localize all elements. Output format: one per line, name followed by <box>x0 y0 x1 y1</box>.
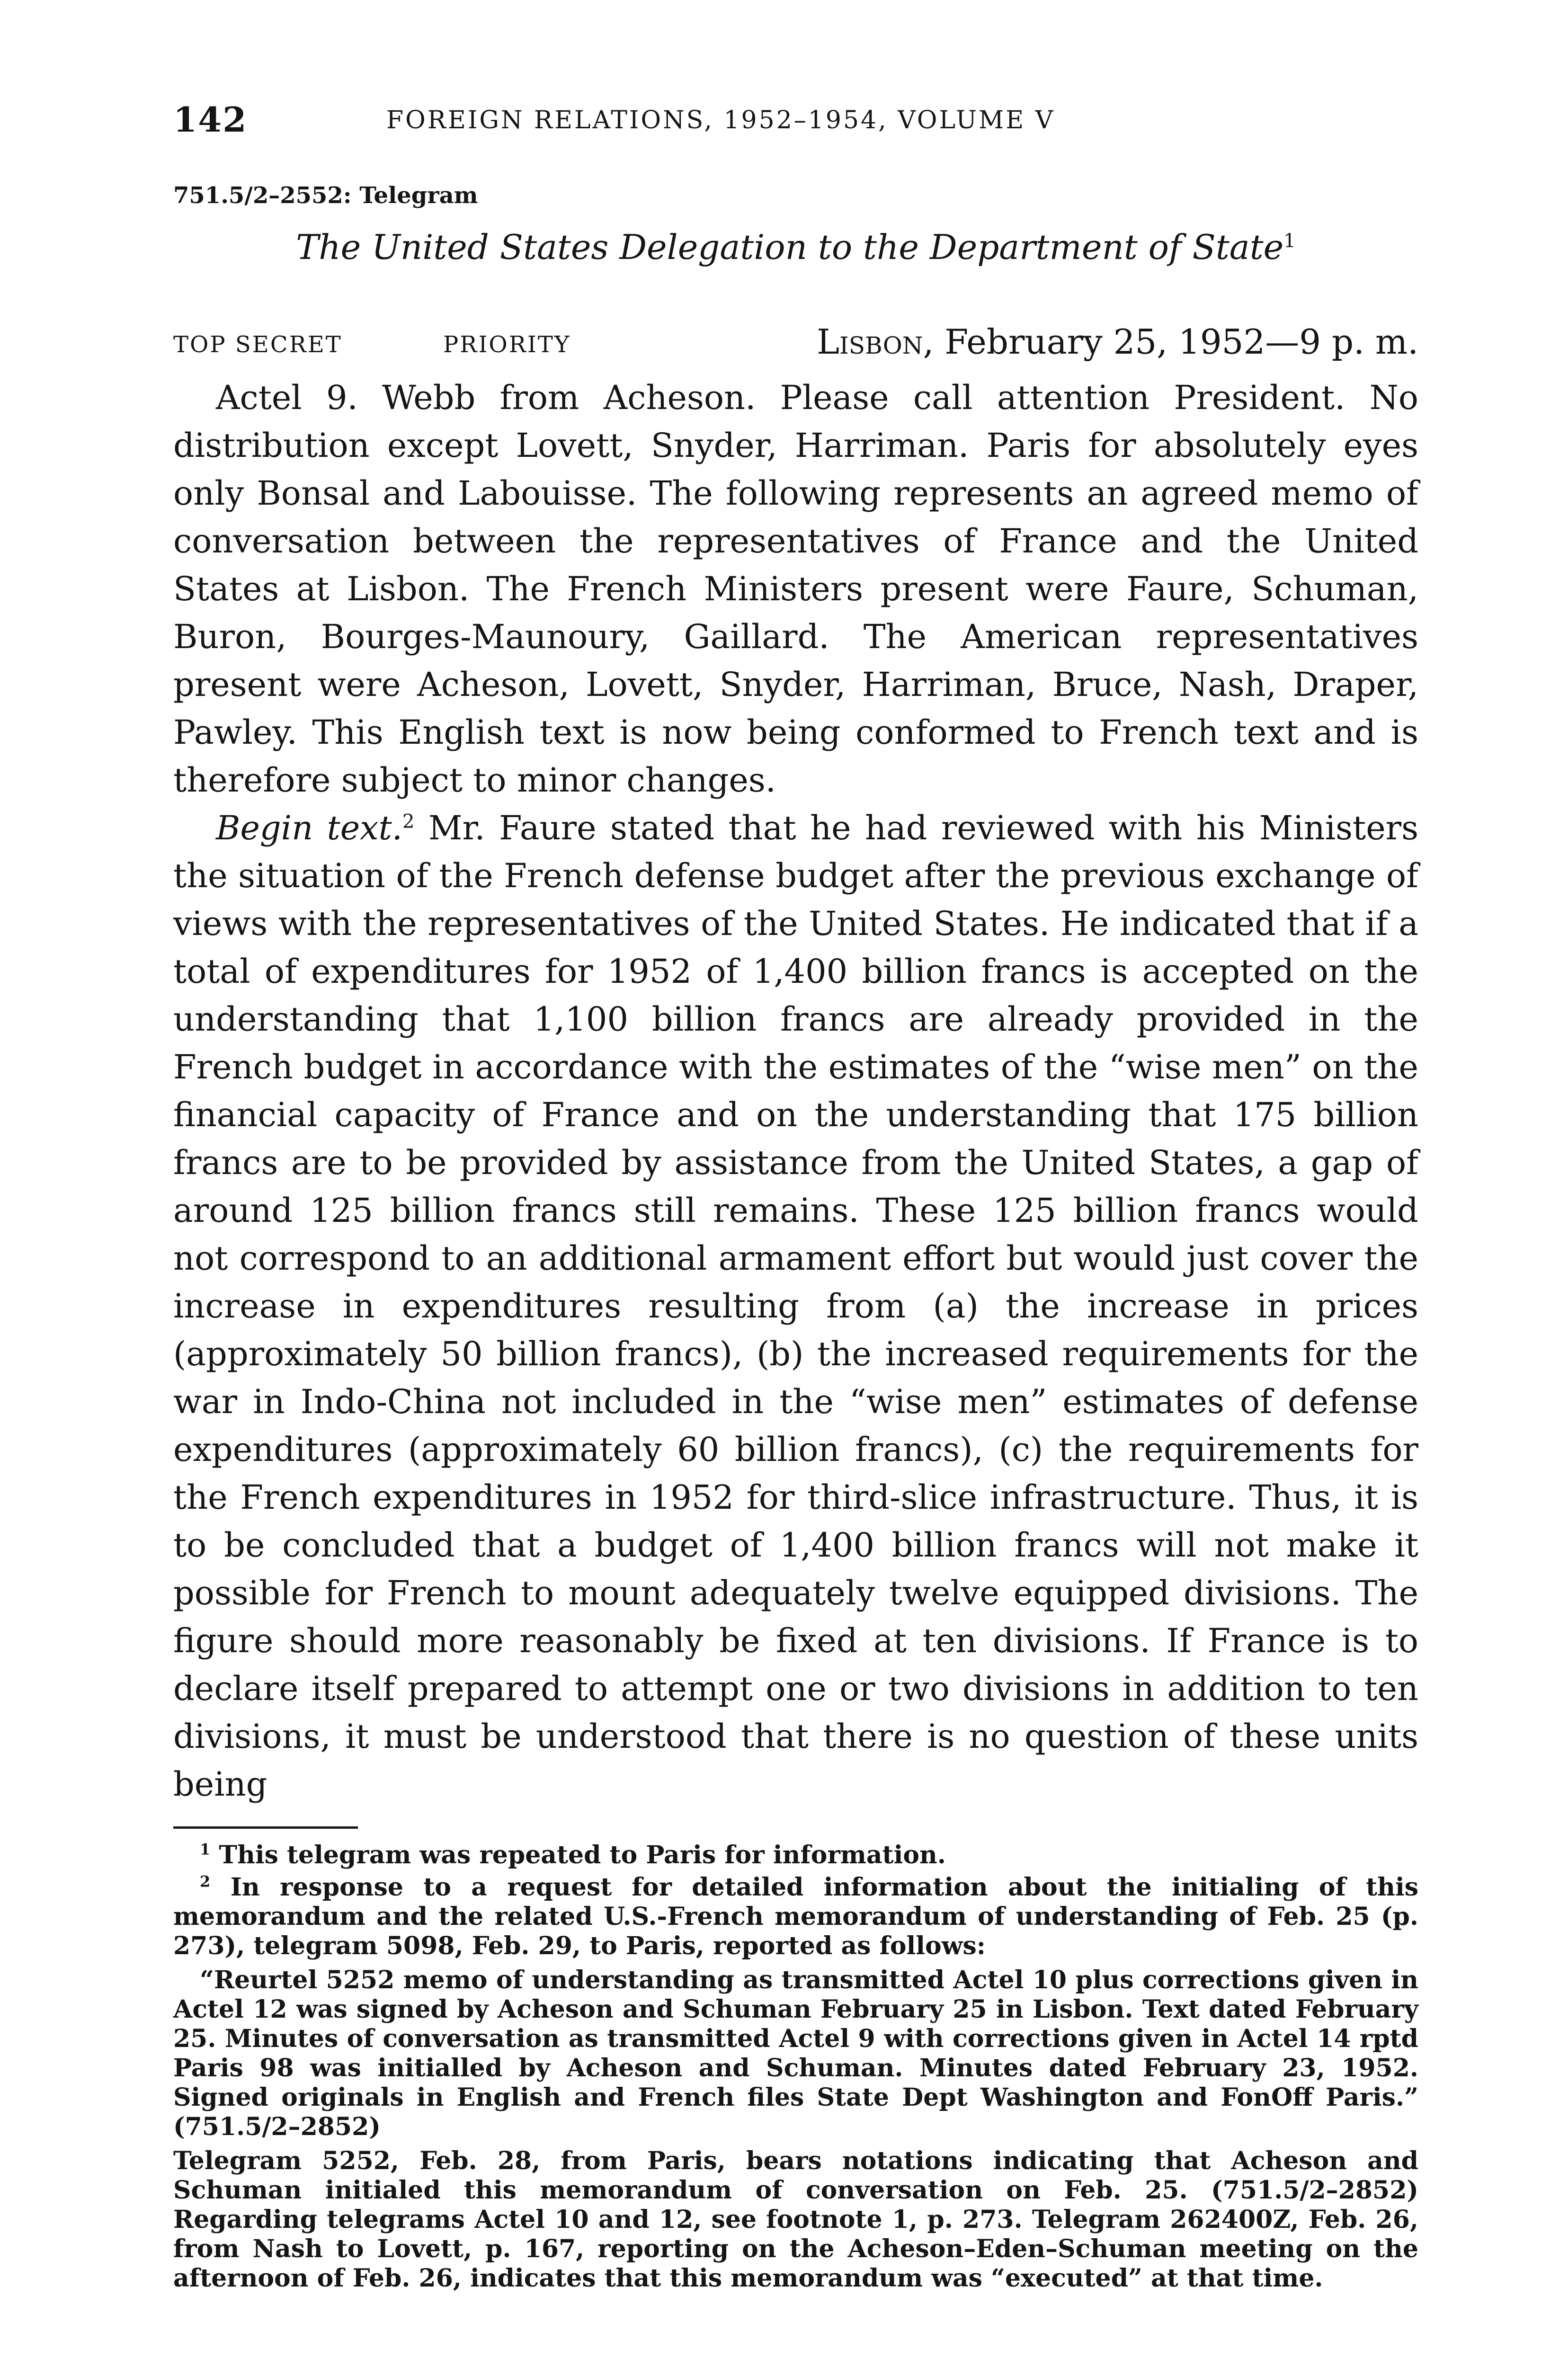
footnotes <box>173 1841 1418 2296</box>
body-paragraph-2 <box>173 804 1418 1808</box>
running-title: FOREIGN RELATIONS, 1952–1954, VOLUME V <box>386 106 1055 134</box>
begin-text-label: Begin text. <box>216 809 402 847</box>
title-footnote-marker: 1 <box>1283 230 1296 252</box>
dateline <box>817 322 1418 362</box>
precedence-label: PRIORITY <box>443 331 571 358</box>
footnote-2-continuation: Telegram 5252, Feb. 28, from Paris, bears notations indicating that Acheson and Schuman initialed this memorandum of conversation on Feb. 25. (751.5/2–2852) Regarding telegrams Actel 10 and 12, see footnote 1, p. 273. Telegram 262400Z, Feb. 26, from Nash to Lovett, p. 167, reporting on the Acheson–Eden–Schuman meeting on the afternoon of Feb. 26, indicates that this memorandum was “executed” at that time. <box>173 2146 1418 2293</box>
file-reference: 751.5/2–2552: Telegram <box>173 182 478 209</box>
body-footnote-marker: 2 <box>402 810 415 833</box>
body-paragraph-1: Actel 9. Webb from Acheson. Please call attention President. No distribution except Lovett, Snyder, Harriman. Paris for absolutely eyes only Bonsal and Labouisse. The following represents an agreed memo of conversation between the representatives of France and the United States at Lisbon. The French Ministers present were Faure, Schuman, Buron, Bourges-Maunoury, Gaillard. The American representatives present were Acheson, Lovett, Snyder, Harriman, Bruce, Nash, Draper, Pawley. This English text is now being conformed to French text and is therefore subject to minor changes. <box>173 378 1418 800</box>
document-title <box>173 227 1418 267</box>
running-head <box>173 99 1418 142</box>
footnote-2 <box>173 1873 1418 1961</box>
page-number: 142 <box>173 99 248 140</box>
footnote-divider <box>173 1826 358 1829</box>
body-paragraph-2-text: Mr. Faure stated that he had reviewed with his Ministers the situation of the French defense budget after the previous exchange of views with the representatives of the United States. He indicated that if a total of expenditures for 1952 of 1,400 billion francs is accepted on the understanding that 1,100 billion francs are already provided in the French budget in accordance with the estimates of the “wise men” on the financial capacity of France and on the understanding that 175 billion francs are to be provided by assistance from the United States, a gap of around 125 billion francs still remains. These 125 billion francs would not correspond to an additional armament effort but would just cover the increase in expenditures resulting from (a) the increase in prices (approximately 50 billion francs), (b) the increased requirements for the war in Indo-China not included in the “wise men” estimates of defense expenditures (approximately 60 billion francs), (c) the requirements for the French expenditures in 1952 for third-slice infrastructure. Thus, it is to be concluded that a budget of 1,400 billion francs will not make it possible for French to mount adequately twelve equipped divisions. The figure should more reasonably be fixed at ten divisions. If France is to declare itself prepared to attempt one or two divisions in addition to ten divisions, it must be understood that there is no question of these units being <box>173 809 1418 1804</box>
footnote-1 <box>173 1841 1418 1870</box>
footnote-1-text: This telegram was repeated to Paris for information. <box>219 1841 946 1869</box>
footnote-1-marker: 1 <box>200 1840 211 1859</box>
footnote-2-marker: 2 <box>200 1872 211 1891</box>
telegram-body <box>173 374 1418 1808</box>
footnote-2-quote: “Reurtel 5252 memo of understanding as transmitted Actel 10 plus corrections given in Actel 12 was signed by Acheson and Schuman February 25 in Lisbon. Text dated February 25. Minutes of conversation as transmitted Actel 9 with corrections given in Actel 14 rptd Paris 98 was initialled by Acheson and Schuman. Minutes dated February 23, 1952. Signed originals in English and French files State Dept Washington and FonOff Paris.” (751.5/2–2852) <box>173 1966 1418 2141</box>
classification-label: TOP SECRET <box>173 331 342 358</box>
classification-line <box>173 322 1418 365</box>
dateline-date: , February 25, 1952—9 p. m. <box>923 322 1418 362</box>
footnote-2-text: In response to a request for detailed information about the initialing of this memorandum and the related U.S.-French memorandum of understanding of Feb. 25 (p. 273), telegram 5098, Feb. 29, to Paris, reported as follows: <box>173 1873 1418 1960</box>
document-title-text: The United States Delegation to the Department of State <box>296 227 1284 267</box>
dateline-place: Lisbon <box>817 322 923 362</box>
